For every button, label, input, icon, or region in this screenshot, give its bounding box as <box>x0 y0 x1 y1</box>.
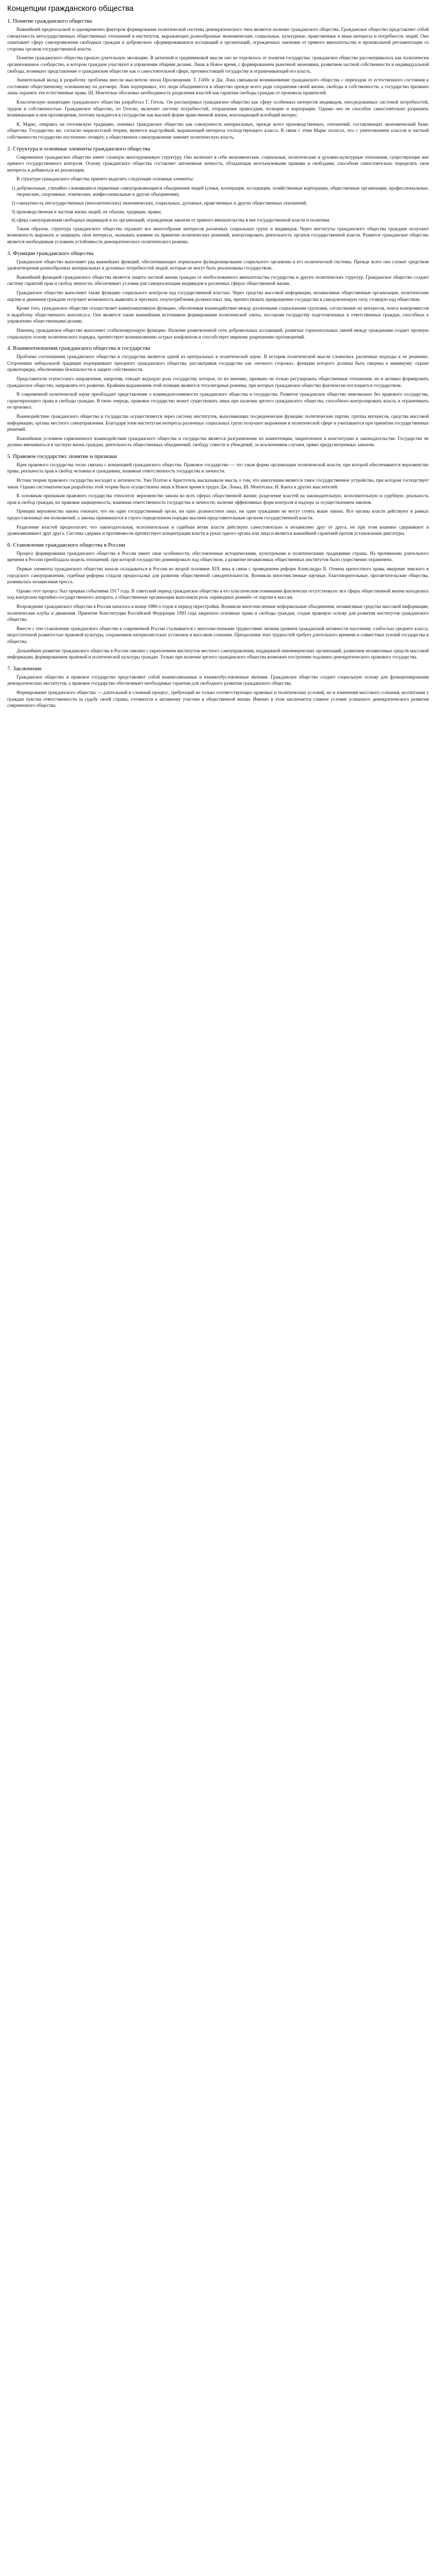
paragraph: Важнейшей функцией гражданского общества является защита частной жизни граждан от необоснованного вмешательства государства и других политических структур. Гражданское общество создает систему гарантий прав и свобод личности, обеспечивает условия для самореализации индивидов в различных сферах общественной жизни. <box>7 274 429 286</box>
section <box>7 542 429 660</box>
paragraph: Кроме того, гражданское общество осуществляет коммуникативную функцию, обеспечивая взаимодействие между различными социальными группами, согласование их интересов, поиск компромиссов и выработку общественного консенсуса. Оно является также важнейшим источником формирования политической элиты, поставляя государству подготовленных и ответственных граждан, способных к управлению общественными делами. <box>7 306 429 324</box>
section-heading: 7. Заключение <box>7 665 42 672</box>
paragraph: Современное гражданское общество имеет сложную многоуровневую структуру. Оно включает в себя экономические, социальные, политические и духовно-культурные отношения, существующие вне прямого государственного контроля. Основу гражданского общества составляет автономная личность, обладающая неотъемлемыми правами и свободами, способная самостоятельно определять свои интересы и добиваться их реализации. <box>7 154 429 173</box>
page-title: Концепции гражданского общества <box>7 4 134 13</box>
paragraph: Разделение властей предполагает, что законодательная, исполнительная и судебная ветви власти действуют самостоятельно и независимо друг от друга, но при этом взаимно сдерживают и уравновешивают друг друга. Система сдержек и противовесов препятствует концентрации власти в руках одного органа или лица и является важнейшей гарантией против установления диктатуры. <box>7 524 429 536</box>
paragraph: Взаимодействие гражданского общества и государства осуществляется через систему институтов, выполняющих посреднические функции: политические партии, группы интересов, средства массовой информации, органы местного самоуправления. Благодаря этим институтам интересы различных социальных групп получают выражение в политической сфере и учитываются при принятии государственных решений. <box>7 413 429 432</box>
paragraph: Принцип верховенства закона означает, что ни один государственный орган, ни одно должностное лицо, ни один гражданин не могут стоять выше закона. Все органы власти действуют в рамках предоставленных им полномочий, а законы принимаются в строго определенном порядке высшим представительным органом государственной власти. <box>7 509 429 521</box>
paragraph: Важнейшим условием гармоничного взаимодействия гражданского общества и государства является разграничение их компетенции, закрепленное в конституции и законодательстве. Государство не должно вмешиваться в частную жизнь граждан, деятельность общественных объединений, свободу совести и убеждений, за исключением случаев, прямо предусмотренных законом. <box>7 435 429 448</box>
list-item: 2) совокупность негосударственных (неполитических) экономических, социальных, духовных, нравственных и других общественных отношений; <box>11 200 307 206</box>
paragraph: Понятие гражданского общества прошло длительную эволюцию. В античной и средневековой мысли оно не отделялось от понятия государства: гражданское общество рассматривалось как политически организованное сообщество, в котором граждане участвуют в управлении общими делами. Лишь в Новое время, с формированием рыночной экономики, развитием частной собственности и индивидуальной свободы, возникает представление о гражданском обществе как о самостоятельной сфере, противостоящей государству и ограничивающей его власть. <box>7 55 429 74</box>
paragraph: В структуре гражданского общества принято выделять следующие основные элементы: <box>16 176 194 182</box>
paragraph: Дальнейшее развитие гражданского общества в России связано с укреплением институтов местного самоуправления, поддержкой некоммерческих организаций, развитием независимых средств массовой информации, формированием правовой и политической культуры граждан. Только при наличии зрелого гражданского общества возможно построение подлинно демократического правового государства. <box>7 648 429 660</box>
paragraph: Возрождение гражданского общества в России началось в конце 1980-х годов в период перестройки. Возникли многочисленные неформальные объединения, независимые средства массовой информации, политические клубы и движения. Принятие Конституции Российской Федерации 1993 года закрепило основные права и свободы граждан, создав правовую основу для развития институтов гражданского общества. <box>7 603 429 622</box>
section-heading: 5. Правовое государство: понятие и признаки <box>7 453 117 460</box>
paragraph: В современной политической науке преобладает представление о взаимодополняемости гражданского общества и государства. Развитое гражданское общество невозможно без правового государства, гарантирующего права и свободы граждан. В свою очередь, правовое государство может существовать лишь при наличии зрелого гражданского общества, способного контролировать власть и ограничивать ее произвол. <box>7 392 429 410</box>
paragraph: Однако этот процесс был прерван событиями 1917 года. В советский период гражданское общество в его классическом понимании фактически отсутствовало: все сферы общественной жизни находились под контролем партийно-государственного аппарата, а общественные организации выполняли роль «приводных ремней» от партии к массам. <box>7 588 429 600</box>
section <box>7 453 429 537</box>
section <box>7 146 429 245</box>
paragraph: Важнейшей предпосылкой и одновременно фактором формирования политической системы демократического типа является наличие гражданского общества. Гражданское общество представляет собой совокупность негосударственных общественных отношений и институтов, выражающих разнообразные экономические, социальные, культурные, нравственные и иные интересы и потребности людей. Оно охватывает сферу самопроявления свободных граждан и добровольно сформировавшихся ассоциаций и организаций, огражденных законами от прямого вмешательства и произвольной регламентации со стороны органов государственной власти. <box>7 27 429 52</box>
list-item: 4) сфера самоуправления свободных индивидов и их организаций, огражденная законом от прямого вмешательства в нее государственной власти и политики. <box>11 217 330 223</box>
paragraph: К основным признакам правового государства относятся: верховенство закона во всех сферах общественной жизни; разделение властей на законодательную, исполнительную и судебную; реальность прав и свобод граждан, их правовая защищенность; взаимная ответственность государства и личности; наличие эффективных форм контроля и надзора за осуществлением законов. <box>7 493 429 505</box>
section <box>7 250 429 341</box>
section <box>7 18 429 141</box>
section-heading: 2. Структура и основные элементы гражданского общества <box>7 145 150 152</box>
paragraph: Гражданское общество выполняет также функцию социального контроля над государственной властью. Через средства массовой информации, независимые общественные организации, политические партии и движения граждане получают возможность выявлять и пресекать злоупотребления должностных лиц, препятствовать превращению государства в самодовлеющую силу, стоящую над обществом. <box>7 290 429 302</box>
paragraph: Классическую концепцию гражданского общества разработал Г. Гегель. Он рассматривал гражданское общество как сферу особенных интересов индивидов, опосредованных системой потребностей, трудом и собственностью. Гражданское общество, по Гегелю, включает систему потребностей, отправление правосудия, полицию и корпорации. Однако оно не способно самостоятельно разрешить возникающие в нем противоречия, поэтому нуждается в государстве как высшей форме нравственной жизни, воплощающей всеобщий интерес. <box>7 99 429 118</box>
paragraph: Проблема соотношения гражданского общества и государства является одной из центральных в политической науке. В истории политической мысли сложились различные подходы к ее решению. Сторонники либеральной традиции подчеркивают приоритет гражданского общества, рассматривая государство как «ночного сторожа», функции которого должны быть сведены к минимуму: охране правопорядка, обеспечению безопасности и защите собственности. <box>7 354 429 372</box>
paragraph: Гражданское общество и правовое государство представляют собой взаимосвязанные и взаимообусловленные явления. Гражданское общество создает социальную основу для функционирования демократических институтов, а правовое государство обеспечивает необходимые гарантии для свободного развития гражданского общества. <box>7 674 429 686</box>
document-page <box>0 0 436 735</box>
section-heading: 3. Функции гражданского общества <box>7 250 94 257</box>
paragraph: Представители этатистского направления, напротив, отводят ведущую роль государству, которое, по их мнению, призвано не только регулировать общественные отношения, но и активно формировать гражданское общество, направлять его развитие. Крайним выражением этой позиции являются тоталитарные режимы, при которых гражданское общество фактически поглощается государством. <box>7 376 429 388</box>
section <box>7 345 429 448</box>
section <box>7 666 429 709</box>
paragraph: Процесс формирования гражданского общества в России имеет свои особенности, обусловленные историческими, культурными и политическими традициями страны. На протяжении длительного времени в России преобладала модель отношений, при которой государство доминировало над обществом, а развитие независимых общественных институтов было существенно ограничено. <box>7 550 429 563</box>
list-item: 3) производственная и частная жизнь людей, их обычаи, традиции, нравы; <box>11 209 162 214</box>
paragraph: Первые элементы гражданского общества начали складываться в России во второй половине XIX века в связи с проведением реформ Александра II. Отмена крепостного права, введение земского и городского самоуправления, судебная реформа создали предпосылки для развития общественной самодеятельности. Возникли многочисленные научные, благотворительные, просветительские общества, развивалась независимая пресса. <box>7 566 429 585</box>
paragraph: Формирование гражданского общества — длительный и сложный процесс, требующий не только соответствующих правовых и политических условий, но и изменения массового сознания, воспитания у граждан чувства ответственности за судьбу своей страны, готовности к активному участию в общественной жизни. Именно в этом заключается главное условие успешного демократического развития современного общества. <box>7 689 429 708</box>
paragraph: Значительный вклад в разработку проблемы внесли мыслители эпохи Просвещения. Т. Гоббс и Дж. Локк связывали возникновение гражданского общества с переходом от естественного состояния к состоянию общественному, основанному на договоре. Локк подчеркивал, что люди объединяются в общество прежде всего ради сохранения своей жизни, свободы и собственности, а государство призвано лишь охранять эти естественные права. Ш. Монтескье обосновал необходимость разделения властей как гарантии свободы граждан от произвола правителей. <box>7 77 429 96</box>
section-heading: 4. Взаимоотношения гражданского общества и государства <box>7 345 150 352</box>
paragraph: К. Маркс, опираясь на гегелевскую традицию, понимал гражданское общество как совокупность материальных, прежде всего производственных, отношений, составляющих экономический базис общества. Государство же, согласно марксистской теории, является надстройкой, выражающей интересы господствующего класса. В связи с этим Маркс полагал, что с уничтожением классов и частной собственности государство постепенно отомрет, а общественное самоуправление заменит политическую власть. <box>7 121 429 140</box>
list-item: 1) добровольные, стихийно сложившиеся первичные самоуправляющиеся объединения людей (семья, кооперация, ассоциации, хозяйственные корпорации, общественные организации, профессиональные, творческие, спортивные, этнические, конфессиональные и другие объединения); <box>11 185 429 197</box>
paragraph: Истоки теории правового государства восходят к античности. Уже Платон и Аристотель высказывали мысль о том, что наилучшим является такое государственное устройство, при котором господствует закон. Однако систематическая разработка этой теории была осуществлена лишь в Новое время в трудах Дж. Локка, Ш. Монтескье, И. Канта и других мыслителей. <box>7 478 429 489</box>
document-body <box>7 18 429 709</box>
section-heading: 1. Понятие гражданского общества <box>7 18 92 24</box>
paragraph: Идея правового государства тесно связана с концепцией гражданского общества. Правовое государство — это такая форма организации политической власти, при которой обеспечивается верховенство права, реальность прав и свобод человека и гражданина, взаимная ответственность государства и личности. <box>7 462 429 474</box>
paragraph: Гражданское общество выполняет ряд важнейших функций, обеспечивающих нормальное функционирование социального организма и его политической системы. Прежде всего оно служит средством удовлетворения разнообразных материальных и духовных потребностей людей, которые не могут быть реализованы государством. <box>7 259 429 271</box>
paragraph: Наконец, гражданское общество выполняет стабилизирующую функцию. Наличие разветвленной сети добровольных ассоциаций, развитых горизонтальных связей между гражданами создает прочную социальную основу политического порядка, препятствует возникновению острых конфликтов и способствует мирному разрешению противоречий. <box>7 327 429 340</box>
paragraph: Вместе с тем становление гражданского общества в современной России сталкивается с многочисленными трудностями: низким уровнем гражданской активности населения, слабостью среднего класса, недостаточной развитостью правовой культуры, сохранением патерналистских установок в массовом сознании. Преодоление этих трудностей требует длительного времени и совместных усилий государства и общества. <box>7 625 429 644</box>
section-heading: 6. Становление гражданского общества в России <box>7 541 125 548</box>
paragraph: Таким образом, структура гражданского общества отражает все многообразие интересов различных социальных групп и индивидов. Через институты гражданского общества граждане получают возможность выражать и защищать свои интересы, оказывать влияние на принятие политических решений, контролировать деятельность органов государственной власти. Развитое гражданское общество является необходимым условием устойчивости демократического политического режима. <box>7 226 429 245</box>
